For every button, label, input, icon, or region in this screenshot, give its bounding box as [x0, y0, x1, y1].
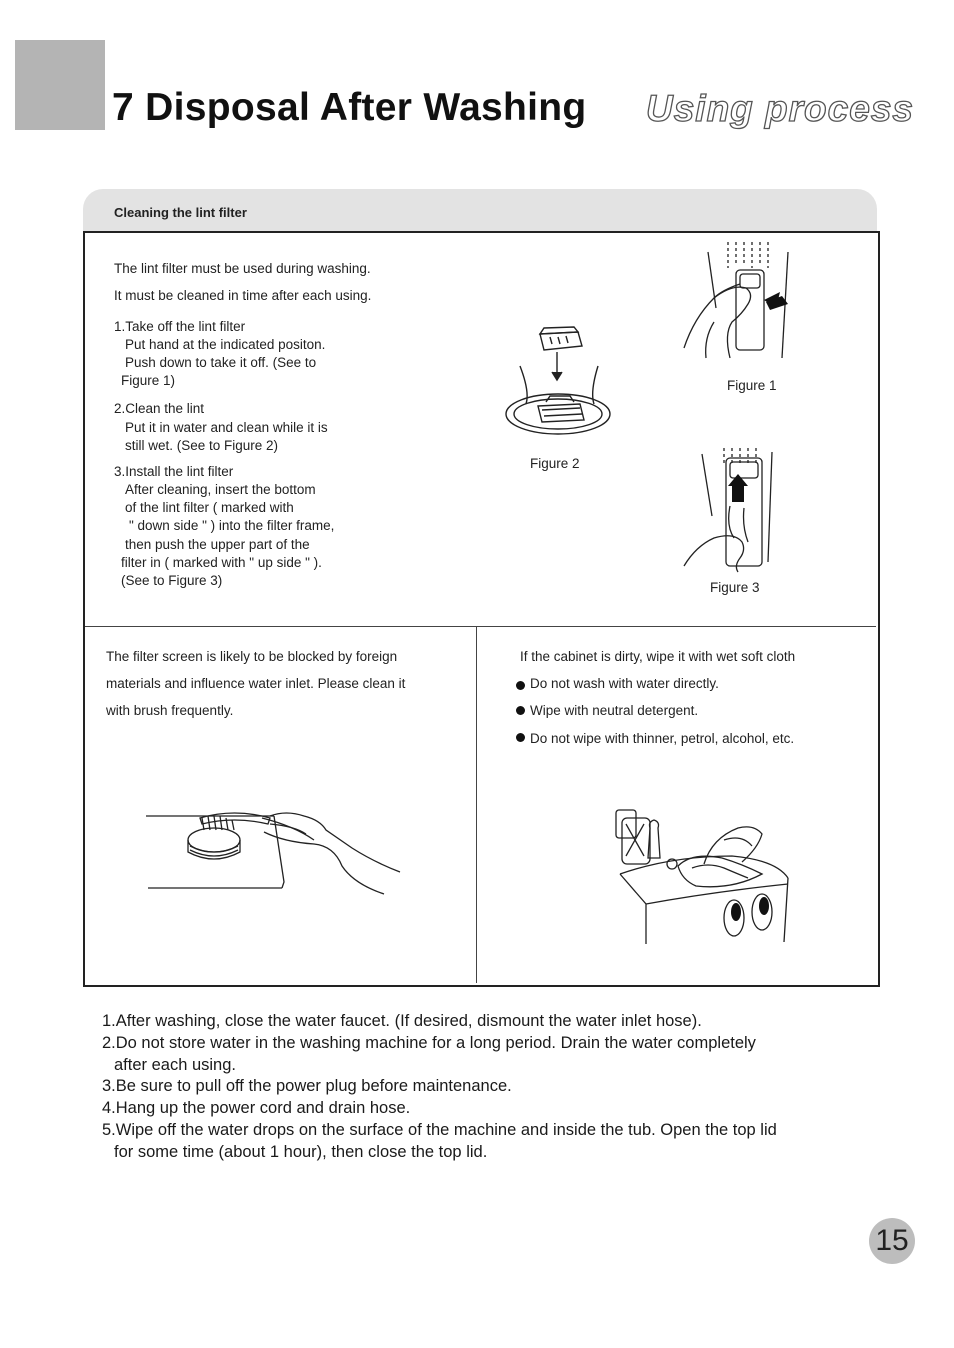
- filter-screen-line-3: with brush frequently.: [106, 703, 234, 718]
- cabinet-bullet-3: Do not wipe with thinner, petrol, alcohol, etc.: [530, 731, 795, 746]
- instruction-item: 4.Hang up the power cord and drain hose.: [102, 1099, 411, 1118]
- after-washing-instructions: [102, 1011, 777, 1164]
- step-3-line: of the lint filter ( marked with: [125, 500, 294, 515]
- lint-intro-line-2: It must be cleaned in time after each using.: [114, 288, 372, 303]
- step-3-line: After cleaning, insert the bottom: [125, 482, 316, 497]
- header-gray-block: [15, 40, 105, 130]
- instruction-item: 3.Be sure to pull off the power plug before maintenance.: [102, 1077, 512, 1096]
- instruction-item: after each using.: [114, 1055, 236, 1074]
- page-subtitle: Using process: [646, 88, 914, 129]
- lint-intro-line-1: The lint filter must be used during washing.: [114, 261, 371, 276]
- figure-2-caption: Figure 2: [530, 456, 580, 471]
- step-2-heading: 2.Clean the lint: [114, 401, 205, 416]
- figure-1-caption: Figure 1: [727, 378, 777, 393]
- instruction-item: 5.Wipe off the water drops on the surface of the machine and inside the tub. Open the top lid: [102, 1120, 777, 1139]
- figure-2-illustration: [500, 322, 620, 442]
- step-3-heading: 3.Install the lint filter: [114, 464, 234, 479]
- filter-screen-line-2: materials and influence water inlet. Please clean it: [106, 676, 406, 691]
- instruction-item: 1.After washing, close the water faucet. (If desired, dismount the water inlet hose).: [102, 1012, 702, 1030]
- step-2-line: still wet. (See to Figure 2): [125, 438, 279, 453]
- bullet-dot-icon: [516, 706, 525, 715]
- step-1-line: Put hand at the indicated positon.: [125, 337, 326, 352]
- step-2-line: Put it in water and clean while it is: [125, 420, 328, 435]
- cabinet-bullet-1: Do not wash with water directly.: [530, 676, 719, 691]
- section-label: Cleaning the lint filter: [114, 205, 247, 220]
- figure-3-caption: Figure 3: [710, 580, 760, 595]
- step-3-line: filter in ( marked with " up side " ).: [121, 555, 322, 570]
- instruction-item: 2.Do not store water in the washing machine for a long period. Drain the water completely: [102, 1033, 756, 1052]
- filter-screen-line-1: The filter screen is likely to be blocked by foreign: [106, 649, 398, 664]
- step-3-line: then push the upper part of the: [125, 537, 310, 552]
- brush-cleaning-illustration: [144, 806, 404, 896]
- frame-vertical-divider: [476, 626, 477, 983]
- cabinet-intro: If the cabinet is dirty, wipe it with wet soft cloth: [520, 649, 796, 664]
- step-1-line: Figure 1): [121, 373, 176, 388]
- cabinet-wiping-illustration: [612, 804, 792, 948]
- figure-3-illustration: [684, 446, 784, 572]
- step-3-line: (See to Figure 3): [121, 573, 223, 588]
- page-number-badge: 15: [869, 1218, 915, 1264]
- frame-horizontal-divider: [85, 626, 876, 627]
- bullet-dot-icon: [516, 733, 525, 742]
- figure-1-illustration: [684, 238, 804, 368]
- step-1-line: Push down to take it off. (See to: [125, 355, 317, 370]
- step-1-heading: 1.Take off the lint filter: [114, 319, 246, 334]
- step-3-line: " down side " ) into the filter frame,: [129, 518, 335, 533]
- bullet-dot-icon: [516, 681, 525, 690]
- page-title: 7 Disposal After Washing: [112, 86, 587, 129]
- cabinet-bullet-2: Wipe with neutral detergent.: [530, 703, 699, 718]
- instruction-item: for some time (about 1 hour), then close the top lid.: [114, 1142, 488, 1161]
